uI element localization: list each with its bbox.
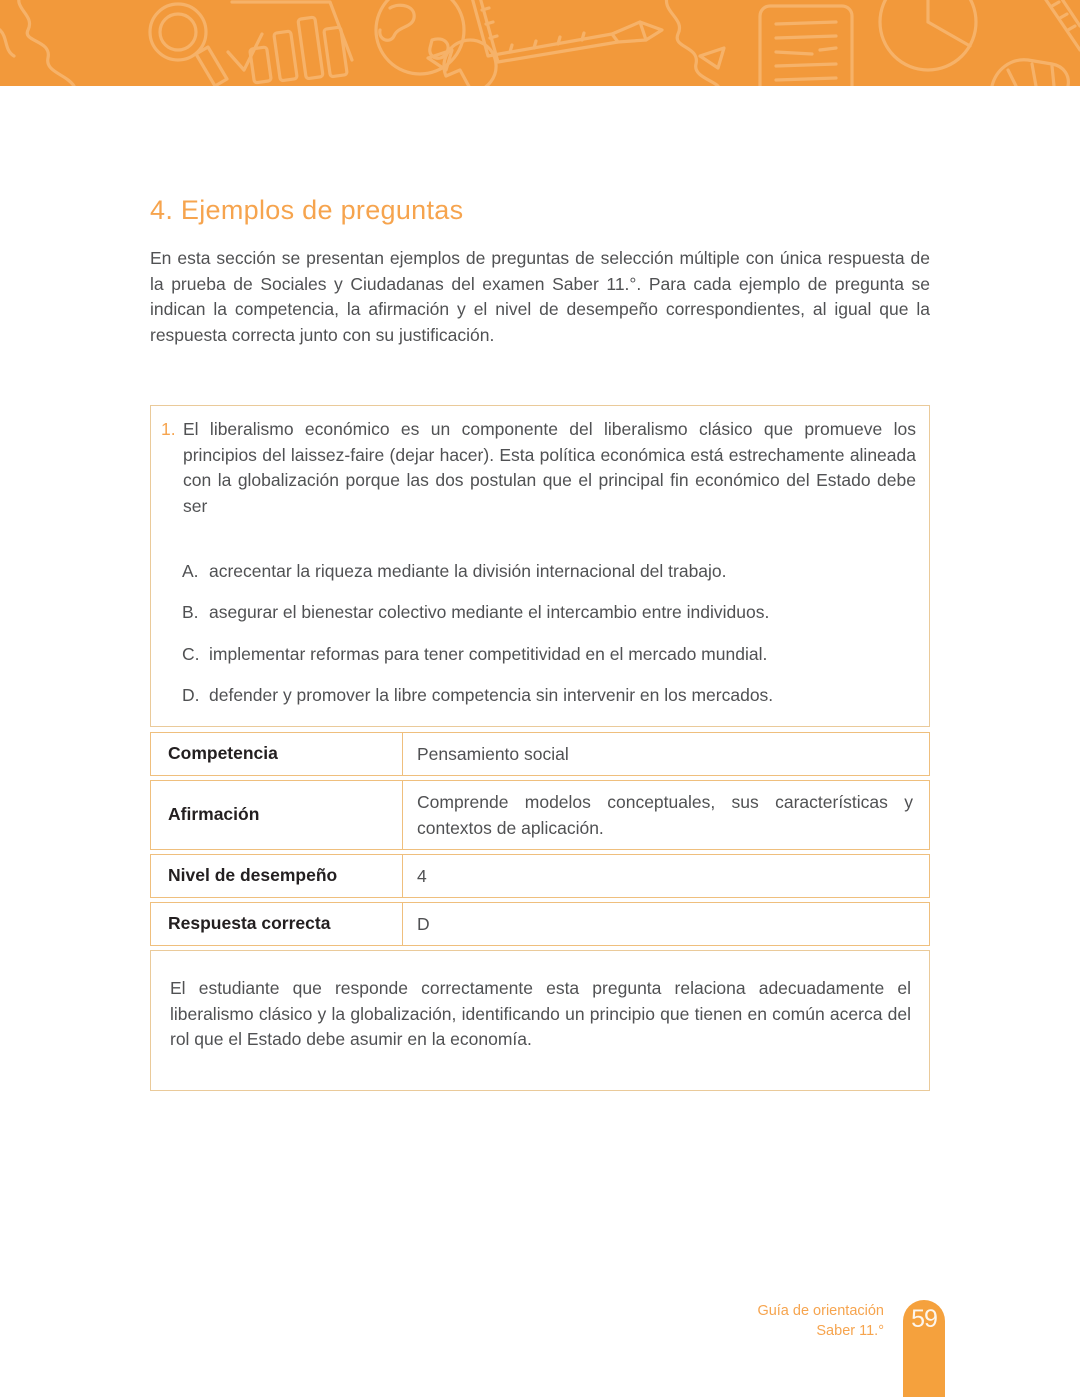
option-c-text: implementar reformas para tener competitividad en el mercado mundial. [209,643,768,664]
question-details-table [150,732,930,946]
ruler-diagonal-icon [1042,0,1080,50]
option-a [182,559,916,585]
page-number: 59 [911,1305,937,1333]
document-icon [760,6,852,86]
option-d-text: defender y promover la libre competencia sin intervenir en los mercados. [209,685,774,706]
option-a-letter: A. [182,560,199,581]
magnifier-icon [150,4,227,86]
map-outline-icon [0,0,74,86]
option-b-letter: B. [182,602,199,623]
table-row-afirmacion [150,780,930,850]
option-a-text: acrecentar la riqueza mediante la división internacional del trabajo. [209,560,727,581]
justification-box [150,950,930,1091]
header-doodles [0,0,1080,86]
table-row-competencia [150,732,930,776]
option-c-letter: C. [182,643,200,664]
table-row-nivel [150,854,930,898]
map-fragment-icon [666,0,724,86]
option-c [182,642,916,668]
table-row-respuesta [150,902,930,946]
option-b [182,600,916,626]
question-text: El liberalismo económico es un componente del liberalismo clásico que promueve los principios del laissez-faire (dejar hacer). Esta política económica está estrechamente alineada con la globalización porque las dos postulan que el principal fin económico del Estado debe ser [183,418,916,516]
section-title: 4. Ejemplos de preguntas [150,195,464,225]
globe-icon [376,0,464,74]
footer-line1: Guía de orientación [757,1303,884,1319]
answer-options [182,559,916,709]
row-value: 4 [417,865,427,886]
row-value: Comprende modelos conceptuales, sus características y contextos de aplicación. [417,791,913,838]
decorative-header-band [0,0,1080,86]
page-number-tab [903,1300,945,1397]
option-d-letter: D. [182,685,200,706]
option-b-text: asegurar el bienestar colectivo mediante el intercambio entre individuos. [209,602,770,623]
justification-text: El estudiante que responde correctamente esta pregunta relaciona adecuadamente el liberalismo clásico y la globalización, identificando un principio que tienen en común acerca del rol que el Estado debe asumir en la economía. [170,977,911,1050]
row-label: Nivel de desempeño [151,855,403,897]
question-box [150,405,930,727]
question-number: 1. [161,418,176,439]
row-label: Afirmación [151,781,403,849]
row-value: Pensamiento social [417,743,569,764]
footer-line2: Saber 11.° [816,1323,884,1339]
row-label: Competencia [151,733,403,775]
row-value: D [417,913,430,934]
basket-icon [992,60,1068,86]
pencil-icon [612,22,662,42]
option-d [182,683,916,709]
intro-paragraph: En esta sección se presentan ejemplos de preguntas de selección múltiple con única respuesta de la prueba de Sociales y Ciudadanas del examen Saber 11.°. Para cada ejemplo de pregunta se indican la competencia, la afirmación y el nivel de desempeño correspondientes, al igual que la respuesta correcta junto con su justificación. [150,248,930,346]
footer-guide-label [757,1301,884,1341]
question-stem [161,417,916,520]
row-label: Respuesta correcta [151,903,403,945]
pie-chart-icon [880,0,976,70]
page-content [150,86,930,1091]
bar-chart-icon [228,2,352,83]
